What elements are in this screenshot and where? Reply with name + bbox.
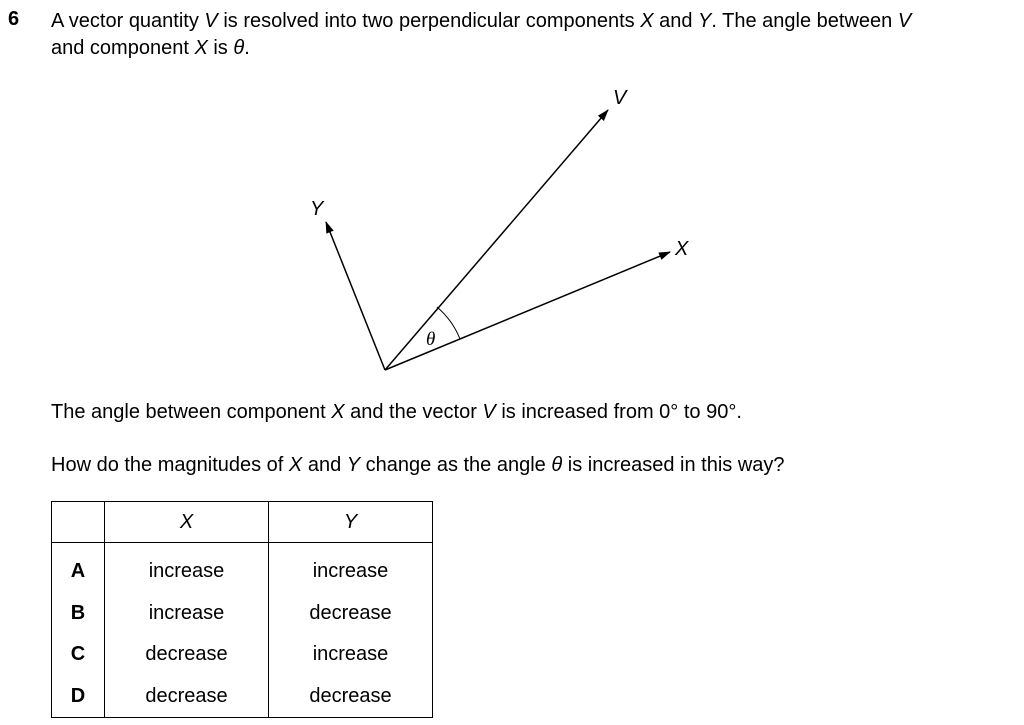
theta-arc [437, 307, 460, 339]
option-letter: A [52, 543, 105, 593]
stem-text: is resolved into two perpendicular components [217, 10, 641, 32]
option-letter: B [52, 593, 105, 635]
prompt-theta: θ [551, 454, 563, 476]
statement-text: The angle between component [51, 401, 332, 423]
option-row-b[interactable] [52, 593, 433, 635]
label-theta: θ [426, 329, 436, 350]
stem-theta: θ [233, 37, 245, 59]
stem-text: . [244, 37, 250, 59]
option-y-value: decrease [269, 676, 433, 718]
label-y: Y [310, 198, 324, 220]
option-letter: D [52, 676, 105, 718]
header-y: Y [269, 502, 433, 543]
stem-v: V [897, 10, 912, 32]
statement-v: V [482, 401, 496, 423]
option-y-value: increase [269, 543, 433, 593]
option-letter: C [52, 634, 105, 676]
question-prompt [51, 453, 785, 477]
stem-text: and component [51, 37, 195, 59]
stem-y: Y [698, 10, 712, 32]
statement-x: X [331, 401, 345, 423]
prompt-x: X [288, 454, 303, 476]
header-x: X [105, 502, 269, 543]
option-x-value: increase [105, 593, 269, 635]
stem-x: X [640, 10, 654, 32]
option-y-value: increase [269, 634, 433, 676]
option-y-value: decrease [269, 593, 433, 635]
answer-options-table [51, 501, 433, 718]
option-x-value: decrease [105, 634, 269, 676]
option-x-value: decrease [105, 676, 269, 718]
header-blank [52, 502, 105, 543]
statement-text: is increased from 0° to 90°. [495, 401, 742, 423]
stem-text: is [207, 37, 234, 59]
label-v: V [613, 87, 627, 109]
prompt-text: and [302, 454, 347, 476]
vector-y-line [326, 222, 385, 370]
statement-text: and the vector [344, 401, 483, 423]
prompt-text: How do the magnitudes of [51, 454, 289, 476]
prompt-text: change as the angle [360, 454, 552, 476]
stem-text: and [653, 10, 699, 32]
stem-text: . The angle between [711, 10, 898, 32]
vector-v-line [385, 110, 608, 370]
stem-v: V [204, 10, 218, 32]
prompt-y: Y [346, 454, 361, 476]
option-row-c[interactable] [52, 634, 433, 676]
question-number: 6 [8, 8, 20, 30]
label-x: X [675, 238, 689, 260]
option-row-d[interactable] [52, 676, 433, 718]
stem-x: X [194, 37, 208, 59]
table-header-row [52, 502, 433, 543]
prompt-text: is increased in this way? [562, 454, 785, 476]
option-row-a[interactable] [52, 543, 433, 593]
angle-change-statement [51, 400, 742, 424]
stem-text: A vector quantity [51, 10, 205, 32]
vector-x-line [385, 252, 670, 370]
option-x-value: increase [105, 543, 269, 593]
